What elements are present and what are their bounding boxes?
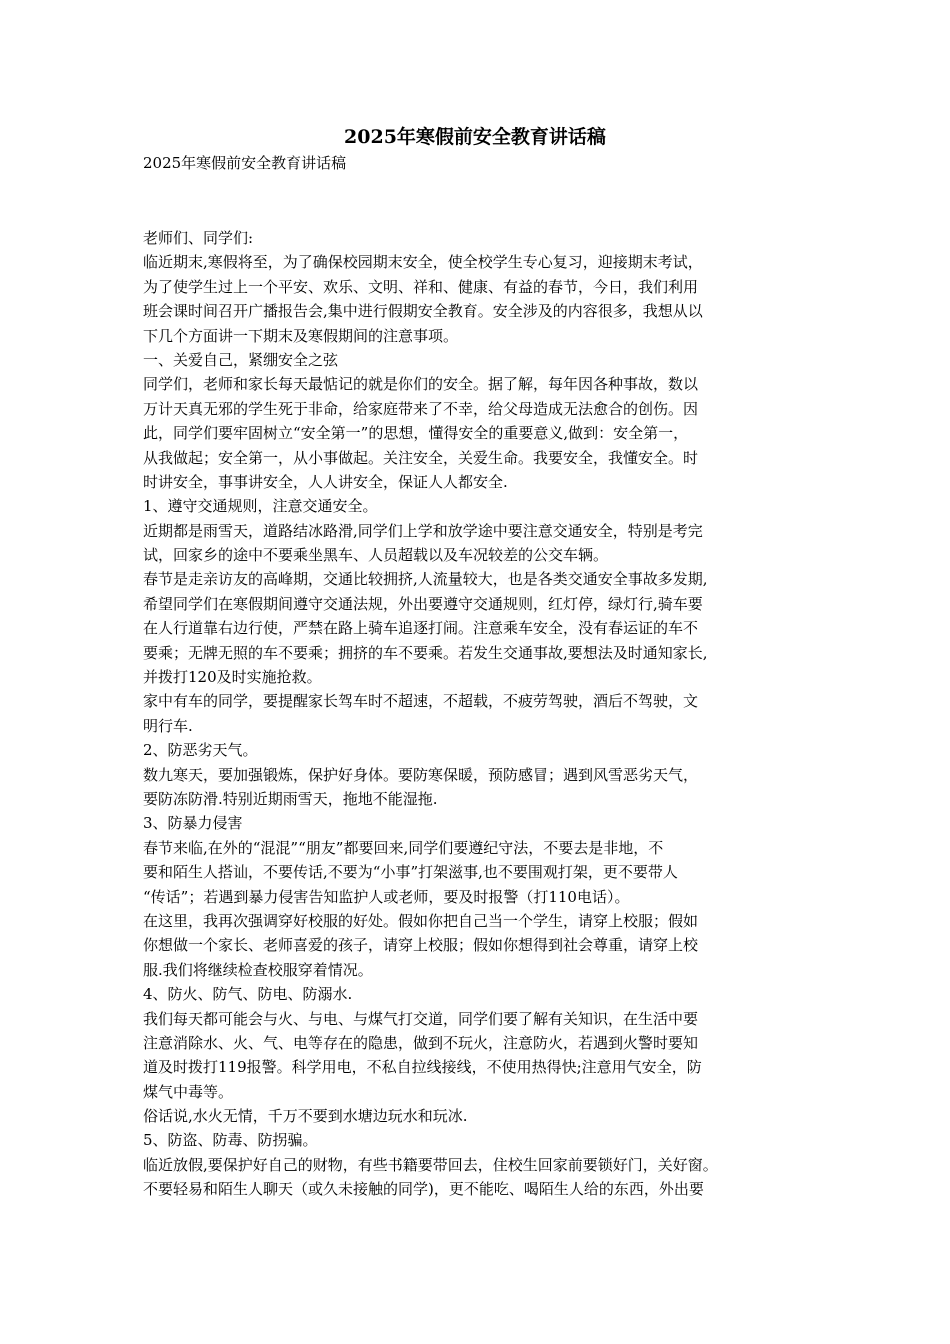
text-line: 我们每天都可能会与火、与电、与煤气打交道，同学们要了解有关知识，在生活中要 — [143, 1009, 699, 1028]
text-line: 老师们、同学们: — [143, 229, 254, 247]
text-line: 家中有车的同学，要提醒家长驾车时不超速，不超载，不疲劳驾驶，酒后不驾驶，文 — [143, 692, 699, 711]
text-line: 注意消除水、火、气、电等存在的隐患，做到不玩火，注意防火，若遇到火警时要知 — [143, 1033, 699, 1052]
text-line: 春节来临,在外的“混混”“朋友”都要回来,同学们要遵纪守法，不要去是非地，不 — [143, 838, 664, 857]
document-title: 2025年寒假前安全教育讲话稿 — [344, 126, 606, 148]
text-line: 并拨打120及时实施抢救。 — [143, 668, 322, 687]
text-line: 道及时拨打119报警。科学用电，不私自拉线接线，不使用热得快;注意用气安全，防 — [143, 1058, 702, 1077]
text-line: 要和陌生人搭讪，不要传话,不要为“小事”打架滋事,也不要围观打架，更不要带人 — [143, 863, 678, 882]
document-subtitle: 2025年寒假前安全教育讲话稿 — [143, 154, 347, 172]
document-body — [143, 226, 813, 1202]
text-line: 一、关爱自己，紧绷安全之弦 — [143, 350, 339, 369]
text-line: 3、防暴力侵害 — [143, 814, 243, 833]
text-line: 1、遵守交通规则，注意交通安全。 — [143, 497, 378, 516]
text-line: 要防冻防滑.特别近期雨雪天，拖地不能湿拖. — [143, 789, 438, 808]
text-line: 临近期末,寒假将至，为了确保校园期末安全，使全校学生专心复习，迎接期末考试， — [143, 253, 703, 272]
text-line: 下几个方面讲一下期末及寒假期间的注意事项。 — [143, 326, 459, 345]
text-line: 试，回家乡的途中不要乘坐黑车、人员超载以及车况较差的公交车辆。 — [143, 546, 609, 565]
text-line: 为了使学生过上一个平安、欢乐、文明、祥和、健康、有益的春节，今日，我们利用 — [143, 277, 699, 296]
text-line: 在这里，我再次强调穿好校服的好处。假如你把自己当一个学生，请穿上校服；假如 — [143, 911, 699, 930]
text-line: 希望同学们在寒假期间遵守交通法规，外出要遵守交通规则，红灯停，绿灯行,骑车要 — [143, 594, 703, 613]
text-line: 班会课时间召开广播报告会,集中进行假期安全教育。安全涉及的内容很多，我想从以 — [143, 302, 703, 321]
text-line: 春节是走亲访友的高峰期，交通比较拥挤,人流量较大，也是各类交通安全事故多发期, — [143, 570, 708, 589]
text-line: 要乘；无牌无照的车不要乘；拥挤的车不要乘。若发生交通事故,要想法及时通知家长, — [143, 643, 708, 662]
text-line: 你想做一个家长、老师喜爱的孩子，请穿上校服；假如你想得到社会尊重，请穿上校 — [143, 936, 699, 955]
text-line: “传话”；若遇到暴力侵害告知监护人或老师，要及时报警（打110电话）。 — [143, 887, 630, 906]
text-line: 服.我们将继续检查校服穿着情况。 — [143, 960, 373, 979]
text-line: 明行车. — [143, 716, 193, 735]
text-line: 2、防恶劣天气。 — [143, 741, 258, 760]
text-line: 不要轻易和陌生人聊天（或久未接触的同学)，更不能吃、喝陌生人给的东西，外出要 — [143, 1180, 704, 1199]
text-line: 俗话说,水火无情，千万不要到水塘边玩水和玩冰. — [143, 1107, 468, 1126]
text-line: 5、防盗、防毒、防拐骗。 — [143, 1131, 318, 1150]
text-line: 此，同学们要牢固树立“安全第一”的思想，懂得安全的重要意义,做到：安全第一， — [143, 424, 689, 443]
text-line: 煤气中毒等。 — [143, 1082, 234, 1101]
text-line: 在人行道靠右边行使，严禁在路上骑车追逐打闹。注意乘车安全，没有春运证的车不 — [143, 619, 699, 638]
text-line: 临近放假,要保护好自己的财物，有些书籍要带回去，住校生回家前要锁好门，关好窗。 — [143, 1155, 718, 1174]
text-line: 4、防火、防气、防电、防溺水. — [143, 985, 353, 1004]
text-line: 时讲安全，事事讲安全，人人讲安全，保证人人都安全. — [143, 472, 508, 491]
text-line: 同学们，老师和家长每天最惦记的就是你们的安全。据了解，每年因各种事故，数以 — [143, 375, 699, 394]
text-line: 万计天真无邪的学生死于非命，给家庭带来了不幸，给父母造成无法愈合的创伤。因 — [143, 399, 699, 418]
text-line: 数九寒天，要加强锻炼，保护好身体。要防寒保暖，预防感冒；遇到风雪恶劣天气， — [143, 765, 699, 784]
text-line: 近期都是雨雪天，道路结冰路滑,同学们上学和放学途中要注意交通安全，特别是考完 — [143, 521, 703, 540]
text-line: 从我做起；安全第一，从小事做起。关注安全，关爱生命。我要安全，我懂安全。时 — [143, 448, 699, 467]
